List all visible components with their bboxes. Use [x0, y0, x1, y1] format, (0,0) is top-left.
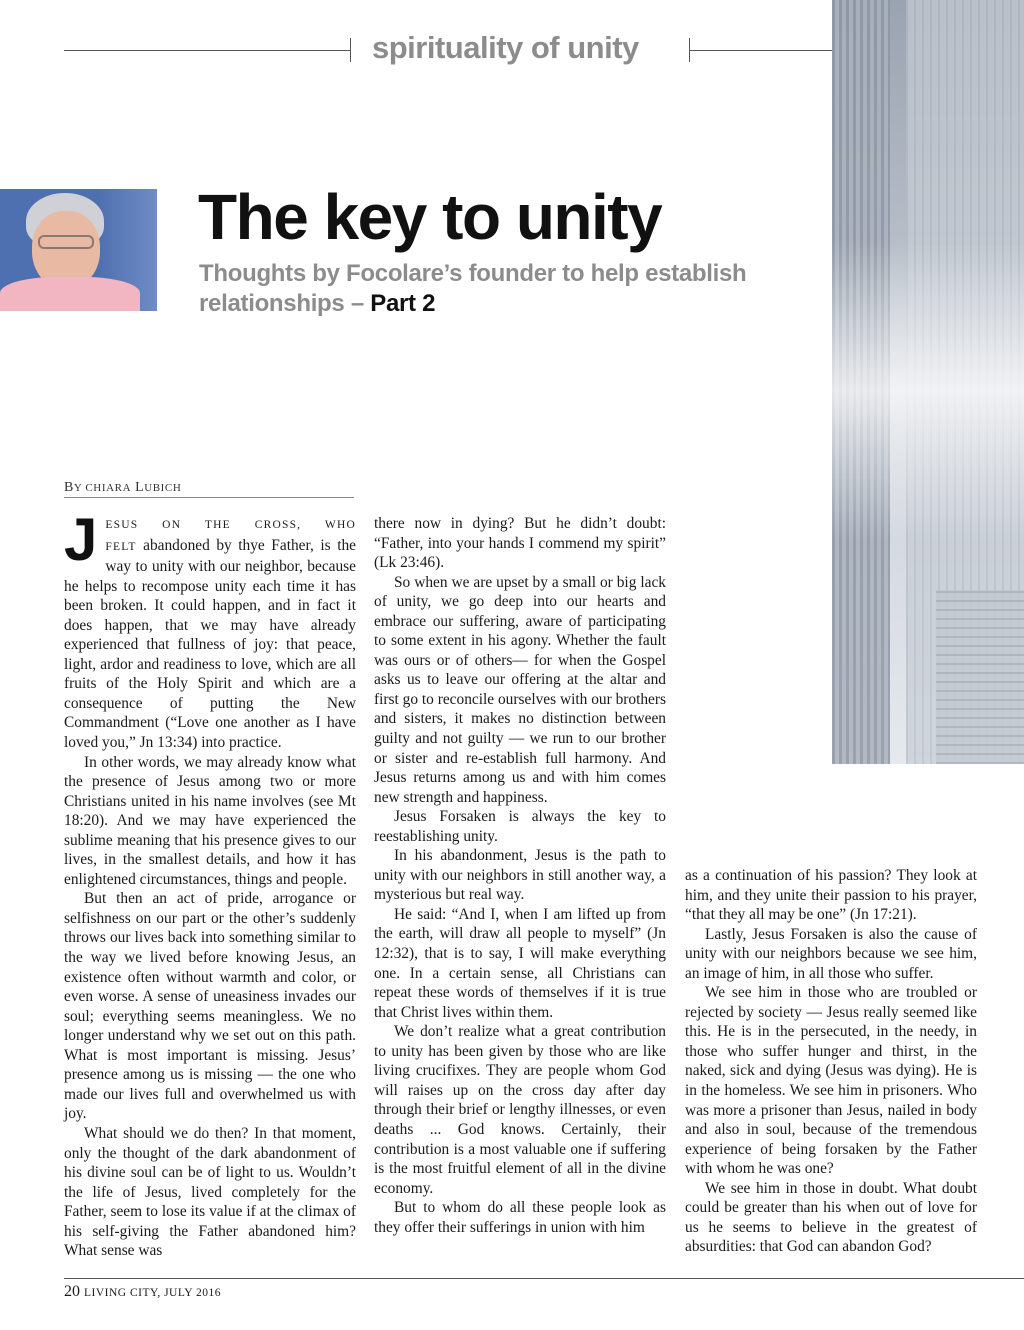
paragraph: Lastly, Jesus Forsaken is also the cause of unity with our neighbors because we see him, an image of him, in all those who suffer.	[685, 925, 977, 982]
byline-rule	[64, 497, 354, 498]
paragraph: as a continuation of his passion? They look at him, and they unite their passion to his prayer, “that they all may be one” (Jn 17:21).	[685, 867, 977, 924]
drop-cap: J	[64, 506, 98, 573]
folio	[64, 1283, 221, 1301]
publication-name: LIVING CITY, JULY 2016	[84, 1287, 221, 1299]
paragraph: But to whom do all these people look as they offer their sufferings in union with him	[374, 1199, 666, 1236]
paragraph: there now in dying? But he didn’t doubt: “Father, into your hands I commend my spirit” (Lk 23:46).	[374, 515, 666, 572]
body-column-1	[64, 506, 356, 1261]
footer-rule	[64, 1278, 1024, 1279]
photo-haze	[832, 240, 1024, 540]
section-title: spirituality of unity	[372, 30, 639, 65]
paragraph: We see him in those who are troubled or rejected by society — Jesus really seemed like this. He is in the persecuted, in the needy, in those who suffer hunger and thirst, in the naked, sick and dying (Jesus was dying). He is in the homeless. We see him in prisoners. Who was more a prisoner than Jesus, nailed in body and also in soul, because of the tremendous experience of being forsaken by the Father with whom he was one?	[685, 984, 977, 1178]
paragraph: He said: “And I, when I am lifted up from the earth, will draw all people to myself” (Jn 12:32), that is to say, I will make everything one. In a certain sense, all Christians can repeat these words of themselves if it is true that Christ lives within them.	[374, 905, 666, 1021]
byline: BY CHIARA LUBICH	[64, 480, 182, 495]
subtitle-main: Thoughts by Focolare’s founder to help establish relationships –	[199, 260, 747, 317]
paragraph: In other words, we may already know what the presence of Jesus among two or more Christians united in his name involves (see Mt 18:20). And we may have experienced the sublime meaning that his presence gives to our lives, in the smallest details, and how it has enlightened circumstances, things and people.	[64, 753, 356, 888]
paragraph: We don’t realize what a great contribution to unity has been given by those who are like living crucifixes. They are people whom God will raises up on the cross day after day through their brief or lengthy illnesses, or even deaths ... God knows. Certainly, their contribution is a most valuable one if suffering is the most fruitful element of all in the divine economy.	[374, 1023, 666, 1197]
building-lower	[936, 590, 1024, 764]
paragraph: In his abandonment, Jesus is the path to unity with our neighbors in still another way, a mysterious but real way.	[374, 847, 666, 904]
header-rule-left	[64, 50, 350, 51]
header-tick-left	[350, 38, 351, 62]
header-rule-right	[689, 50, 832, 51]
skyscraper-photo	[832, 0, 1024, 764]
body-column-2	[374, 514, 666, 1237]
page-number: 20	[64, 1283, 80, 1300]
subtitle-part: Part 2	[370, 290, 436, 317]
paragraph: What should we do then? In that moment, only the thought of the dark abandonment of his divine soul can be of light to us. Wouldn’t the life of Jesus, lived completely for the Father, seem to lose its value if at the climax of his self-giving the Father abandoned him? What sense was	[64, 1124, 356, 1260]
body-column-3	[685, 866, 977, 1257]
article-title: The key to unity	[198, 181, 662, 253]
paragraph: So when we are upset by a small or big lack of unity, we go deep into our hearts and embrace our suffering, aware of participating to some extent in his agony. Whether the fault was ours or of others— for when the Gospel asks us to leave our offering at the altar and first go to reconcile ourselves with our brothers and sisters, it makes no distinction between guilty and not guilty — we run to our brother or sister and re-establish full harmony. And Jesus returns among us and with him comes new strength and happiness.	[374, 573, 666, 806]
lead-in: ESUS ON THE CROSS, WHO FELT	[105, 519, 356, 553]
paragraph: JESUS ON THE CROSS, WHO FELT abandoned by thye Father, is the way to unity with our neighbor, because he helps to recompose unity each time it has been broken. It could happen, and in fact it does happen, that we may have already experienced that fullness of joy: that peace, light, ardor and readiness to love, which are all fruits of the Holy Spirit and which are a consequence of putting the New Commandment (“Love one another as I have loved you,” Jn 13:34) into practice.	[64, 506, 356, 752]
paragraph: But then an act of pride, arrogance or selfishness on our part or the other’s suddenly throws our lives back into something similar to the way we lived before knowing Jesus, an existence often without warmth and color, or even worse. A sense of uneasiness invades our soul; everything seems meaningless. We no longer understand why we set out on this path. What is most important is missing. Jesus’ presence among us is missing — the one who made our lives full and overwhelmed us with joy.	[64, 890, 356, 1123]
author-portrait	[0, 189, 157, 311]
paragraph: Jesus Forsaken is always the key to reestablishing unity.	[374, 808, 666, 845]
paragraph: We see him in those in doubt. What doubt could be greater than his when out of love for us he seems to believe in the greatest of absurdities: that God can abandon God?	[685, 1179, 977, 1256]
article-subtitle	[199, 259, 759, 319]
